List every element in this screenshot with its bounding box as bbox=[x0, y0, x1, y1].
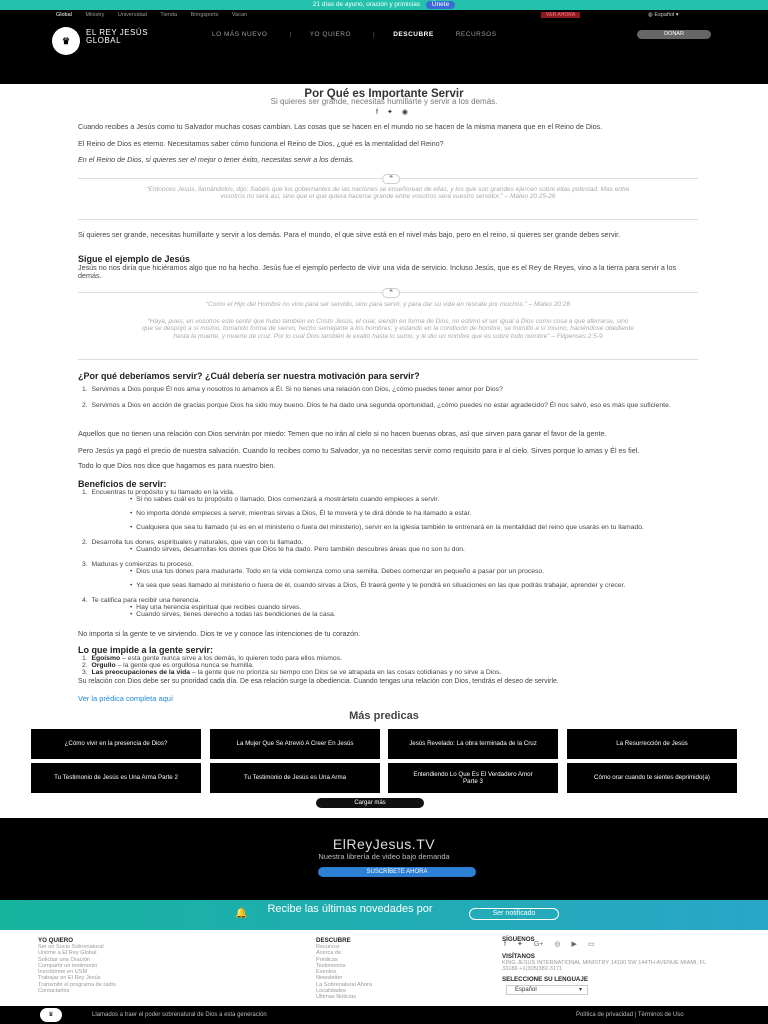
nav-item-yo-quiero[interactable]: YO QUIERO bbox=[309, 31, 352, 38]
sermon-card[interactable]: Cómo orar cuando te sientes deprimido(a) bbox=[567, 763, 737, 793]
list-item-text: – la gente que es orgullosa nunca se humilla. bbox=[115, 662, 254, 669]
tv-promo-section bbox=[0, 818, 768, 900]
utility-bar bbox=[0, 10, 768, 20]
list-item: 4. Te califica para recibir una herencia. bbox=[82, 597, 201, 604]
list-item-text: Cuando sirves, desarrollas los dones que Dios te ha dado. Pero también descubres áreas que no son tu don. bbox=[136, 546, 465, 553]
sub-list-item: • No importa dónde empieces a servir, mientras sirvas a Dios, Él te moverá y te dirá dónde te ha llamado a estar. bbox=[130, 510, 472, 517]
site-link[interactable]: Universidad bbox=[117, 12, 147, 18]
notify-button[interactable]: Ser notificado bbox=[469, 908, 559, 920]
footer-links bbox=[38, 944, 116, 994]
footer-link[interactable]: Inscribirme en USM bbox=[38, 969, 88, 976]
footer-link[interactable]: Solicitar una Oración bbox=[38, 956, 90, 963]
paragraph: Su relación con Dios debe ser su prioridad cada día. De esa relación surge la obediencia. Cuando tengas una relación con Dios, tendrás el deseo de servirle. bbox=[78, 678, 559, 685]
site-link[interactable]: Ministry bbox=[85, 12, 105, 18]
sermon-card[interactable]: Tu Testimonio de Jesús es Una Arma Parte 2 bbox=[31, 763, 201, 793]
paragraph: Jesús no nos diría que hiciéramos algo que no ha hecho. Jesús fue el ejemplo perfecto de vivir una vida de servicio. Incluso Jesús, que es el Rey de Reyes, vino a la tierra para servir a los demás. bbox=[78, 263, 677, 280]
footer-link[interactable]: Prédicas bbox=[316, 956, 338, 963]
list-item-text: – la gente que no prioriza su tiempo con Dios se ve atrapada en las cosas cotidianas y no sirve a Dios. bbox=[190, 669, 502, 676]
quote-text: “Como el Hijo del Hombre no vino para ser servido, sino para servir, y para dar su vida en rescate por muchos.” – Mateo 20:28 bbox=[205, 301, 571, 308]
globe-icon: ◍ bbox=[648, 12, 653, 18]
footer-heading: SELECCIONE SU LENGUAJE bbox=[502, 976, 588, 983]
list-term: Egoísmo bbox=[91, 655, 121, 662]
site-link[interactable]: Vacan bbox=[231, 12, 248, 18]
sub-list-item: • Dios usa tus dones para madurarte. Todo en la vida comienza como una semilla. Debes comenzar en pequeño a pasar por un proceso. bbox=[130, 568, 545, 575]
section-heading: Lo que impide a la gente servir: bbox=[78, 645, 214, 655]
language-selector[interactable] bbox=[648, 10, 679, 20]
footer-logo-icon[interactable]: ♛ bbox=[40, 1008, 62, 1022]
language-label: Español bbox=[654, 12, 675, 18]
twitter-icon[interactable]: ✦ bbox=[516, 941, 523, 948]
blockquote bbox=[78, 289, 698, 360]
footer-link[interactable]: La Sobrenatural Ahora bbox=[316, 981, 372, 988]
load-more-button[interactable]: Cargar más bbox=[316, 798, 424, 808]
list-item-text: Hay una herencia espiritual que recibes cuando sirves. bbox=[136, 604, 302, 611]
list-term: Orgullo bbox=[91, 662, 116, 669]
sermon-card[interactable]: La Resurrección de Jesús bbox=[567, 729, 737, 759]
list-item: 1. Egoísmo – esta gente nunca sirve a los demás, lo quieren todo para ellos mismos. bbox=[82, 655, 342, 662]
youtube-icon[interactable]: ▶ bbox=[571, 941, 577, 948]
list-item-text: – esta gente nunca sirve a los demás, lo quieren todo para ellos mismos. bbox=[120, 655, 342, 662]
site-footer bbox=[0, 930, 768, 1006]
sermon-card[interactable]: La Mujer Que Se Atrevió A Creer En Jesús bbox=[210, 729, 380, 759]
bottom-bar bbox=[0, 1006, 768, 1024]
blockquote bbox=[78, 175, 698, 220]
nav-divider: | bbox=[373, 31, 376, 38]
list-item-text: Ya sea que seas llamado al ministerio o fuera de él, cuando sirvas a Dios, Él traerá gente y te pondrá en situaciones en las que podrás trabajar, aprender y crecer. bbox=[136, 582, 626, 589]
site-links bbox=[56, 10, 259, 20]
promo-text: 21 días de ayuno, oración y primicias bbox=[312, 1, 421, 8]
list-item: 2. Servimos a Dios en acción de gracias porque Dios ha sido muy bueno. Dios te ha dado una segunda oportunidad, ¿cómo puedes no estar agradecido? Él nos salvó, eso es más que suficiente. bbox=[82, 402, 671, 409]
footer-link[interactable]: Unirme a El Rey Global bbox=[38, 950, 97, 957]
nav-item-newest[interactable]: LO MÁS NUEVO bbox=[212, 31, 268, 38]
subscribe-button[interactable]: SUSCRÍBETE AHORA bbox=[318, 867, 476, 877]
tagline: Llamados a traer el poder sobrenatural de Dios a esta generación bbox=[92, 1012, 267, 1018]
privacy-link[interactable]: Política de privacidad bbox=[576, 1012, 634, 1018]
google-plus-icon[interactable]: G+ bbox=[533, 941, 544, 948]
list-item-text: Dios usa tus dones para madurarte. Todo en la vida comienza como una semilla. Debes comenzar en pequeño a pasar por un proceso. bbox=[136, 568, 545, 575]
paragraph: Todo lo que Dios nos dice que hagamos es para nuestro bien. bbox=[78, 461, 276, 470]
instagram-icon[interactable]: ◎ bbox=[554, 941, 561, 948]
legal-links: Política de privacidad | Términos de Uso bbox=[576, 1012, 684, 1018]
footer-link[interactable]: Eventos bbox=[316, 969, 337, 976]
sub-list-item: • Ya sea que seas llamado al ministerio o fuera de él, cuando sirvas a Dios, Él traerá gente y te pondrá en situaciones en las que podrás trabajar, aprender y crecer. bbox=[130, 582, 626, 589]
nav-menu bbox=[212, 31, 519, 38]
footer-link[interactable]: Ser un Socio Sobrenatural bbox=[38, 944, 104, 950]
footer-link[interactable]: Newsletter bbox=[316, 975, 343, 982]
quote-icon: ❝ bbox=[382, 288, 400, 298]
list-item-text: Te califica para recibir una herencia. bbox=[91, 597, 201, 604]
brand-title: EL REY JESÚS bbox=[86, 28, 149, 37]
terms-link[interactable]: Términos de Uso bbox=[637, 1012, 684, 1018]
list-item-text: Maduras y comienzas tu proceso. bbox=[91, 561, 194, 568]
list-item-text: Desarrolla tus dones, espirituales y naturales, que van con tu llamado. bbox=[91, 539, 304, 546]
sub-list-item: • Cuando sirves, tienes derecho a todas las bendiciones de la casa. bbox=[130, 611, 336, 618]
tv-subtitle: Nuestra librería de video bajo demanda bbox=[318, 852, 450, 861]
sermon-card[interactable]: Tu Testimonio de Jesús es Una Arma bbox=[210, 763, 380, 793]
list-item-text: Servimos a Dios en acción de gracias porque Dios ha sido muy bueno. Dios te ha dado una segunda oportunidad, ¿cómo puedes no estar agradecido? Él nos salvó, eso es más que suficiente. bbox=[91, 402, 671, 409]
footer-link[interactable]: Trabajar en El Rey Jesús bbox=[38, 975, 101, 982]
footer-heading: SÍGUENOS bbox=[502, 936, 535, 943]
social-icons bbox=[504, 940, 606, 948]
footer-link[interactable]: Transmitir el programa de radio bbox=[38, 981, 116, 988]
list-item-text: No importa dónde empieces a servir, mientras sirvas a Dios, Él te moverá y te dirá dónde te ha llamado a estar. bbox=[136, 510, 472, 517]
facebook-icon[interactable]: f bbox=[376, 109, 378, 116]
list-item: 3. Las preocupaciones de la vida – la gente que no prioriza su tiempo con Dios se ve atrapada en las cosas cotidianas y no sirve a Dios. bbox=[82, 669, 502, 676]
sub-list-item: • Cualquiera que sea tu llamado (si es en el ministerio o fuera del ministerio), servir en la iglesia también te entrenará en la mentalidad del reino que usarás en tu llamado. bbox=[130, 524, 644, 531]
newsletter-bar bbox=[0, 900, 768, 930]
language-value: Español bbox=[515, 987, 537, 993]
quote-text: “Haya, pues, en vosotros este sentir que hubo también en Cristo Jesús, el cual, siendo en forma de Dios, no estimó el ser igual a Dios como cosa a que aferrarse, sino que se despojó a sí mismo, tomando forma de siervo, hecho semejante a los hombres; y estando en la condición de hombre, se humilló a sí mismo, haciéndose obediente hasta la muerte, y muerte de cruz. Por lo cual Dios también le exaltó hasta lo sumo, y le dio un nombre que es sobre todo nombre” – Filipenses 2:5-9 bbox=[142, 318, 634, 340]
paragraph: El Reino de Dios es eterno. Necesitamos saber cómo funciona el Reino de Dios, ¿qué es la mentalidad del Reino? bbox=[78, 139, 444, 148]
logo-icon[interactable]: ♛ bbox=[52, 27, 80, 55]
sub-list-item: • Hay una herencia espiritual que recibes cuando sirves. bbox=[130, 604, 302, 611]
site-link[interactable]: Tienda bbox=[160, 12, 178, 18]
footer-links bbox=[316, 944, 372, 1001]
list-item-text: Cualquiera que sea tu llamado (si es en el ministerio o fuera del ministerio), servir en la iglesia también te entrenará en la mentalidad del reino que usarás en tu llamado. bbox=[136, 524, 644, 531]
sub-list-item: • Si no sabes cuál es tu propósito o llamado, Dios comenzará a mostrártelo cuando empieces a servir. bbox=[130, 496, 440, 503]
donate-button[interactable]: DONAR bbox=[637, 30, 711, 39]
footer-heading: YO QUIERO bbox=[38, 937, 74, 944]
sermon-card[interactable]: Entendiendo Lo Que Es El Verdadero Amor Parte 3 bbox=[388, 763, 558, 793]
list-item-text: Encuentras tu propósito y tu llamado en la vida. bbox=[91, 489, 235, 496]
list-term: Las preocupaciones de la vida bbox=[91, 669, 191, 676]
list-item-text: Servimos a Dios porque Él nos ama y nosotros lo amamos a Él. Si no tienes una relación con Dios, ¿cómo puedes tener amor por Dios? bbox=[91, 386, 503, 393]
section-heading: Beneficios de servir: bbox=[78, 479, 167, 489]
paragraph: Aquellos que no tienen una relación con Dios servirán por miedo: Temen que no irán al cielo si no hacen buenas obras, así que sirven para ganar el favor de la gente. bbox=[78, 429, 607, 438]
paragraph: En el Reino de Dios, si quieres ser el mejor o tener éxito, necesitas servir a los demás. bbox=[78, 155, 355, 164]
full-sermon-link[interactable]: Ver la prédica completa aquí bbox=[78, 694, 174, 703]
facebook-icon[interactable]: f bbox=[504, 941, 506, 948]
paragraph: Pero Jesús ya pagó el precio de nuestra salvación. Cuando lo recibes como tu Salvador, ya no necesitas servir como requisito para ir al cielo. Sirves porque lo amas y Él es fiel. bbox=[78, 446, 640, 455]
article-subtitle: Si quieres ser grande, necesitas humillarte y servir a los demás. bbox=[270, 97, 498, 106]
nav-item-descubre[interactable]: DESCUBRE bbox=[393, 31, 434, 38]
sermon-card[interactable]: Jesús Revelado: La obra terminada de la Cruz bbox=[388, 729, 558, 759]
section-title: Más predicas bbox=[349, 710, 419, 722]
address-text: KING JESUS INTERNATIONAL MINISTRY 14100 SW 144TH AVENUE MIAMI, FL 33186 +1(305)382-3171 bbox=[502, 960, 707, 973]
sermon-card[interactable]: ¿Cómo vivir en la presencia de Dios? bbox=[31, 729, 201, 759]
footer-link[interactable]: Localidades bbox=[316, 988, 346, 995]
footer-link[interactable]: Contactarlos bbox=[38, 988, 70, 995]
quote-text: “Entonces Jesús, llamándolos, dijo: Sabéis que los gobernantes de las naciones se enseñorean de ellas, y los que son grandes ejercen sobre ellas potestad. Mas entre vosotros no será así, sino que el que quiera hacerse grande entre vosotros será vuestro servidor.” – Mateo 20:25-26 bbox=[146, 186, 630, 201]
article-title: Por Qué es Importante Servir bbox=[304, 88, 464, 100]
brand-name[interactable] bbox=[86, 29, 148, 45]
bell-icon: 🔔 bbox=[235, 908, 248, 919]
section-heading: ¿Por qué deberíamos servir? ¿Cuál debería ser nuestra motivación para servir? bbox=[78, 371, 420, 381]
site-link[interactable]: Bringsports bbox=[190, 12, 219, 18]
article-card bbox=[40, 84, 728, 710]
footer-heading: DESCUBRE bbox=[316, 937, 351, 944]
newsletter-text: Recibe las últimas novedades por bbox=[267, 903, 433, 915]
vimeo-icon[interactable]: ▭ bbox=[587, 941, 595, 948]
quote-icon: ❝ bbox=[382, 174, 400, 184]
list-item-text: Si no sabes cuál es tu propósito o llamado, Dios comenzará a mostrártelo cuando empieces a servir. bbox=[136, 496, 440, 503]
footer-link[interactable]: Compartir un testimonio bbox=[38, 962, 98, 969]
share-bar bbox=[376, 108, 417, 116]
paragraph: Cuando recibes a Jesús como tu Salvador muchas cosas cambian. Las cosas que se hacen en el mundo no se hacen de la misma manera que en el Reino de Dios. bbox=[78, 122, 603, 131]
join-button[interactable]: Únete bbox=[426, 1, 455, 9]
paragraph: No importa si la gente te ve sirviendo. Dios te ve y conoce las intenciones de tu corazón. bbox=[78, 629, 361, 638]
twitter-icon[interactable]: ✦ bbox=[386, 109, 393, 116]
section-heading: Sigue el ejemplo de Jesús bbox=[78, 254, 191, 264]
list-item: 1. Servimos a Dios porque Él nos ama y nosotros lo amamos a Él. Si no tienes una relación con Dios, ¿cómo puedes tener amor por Dios? bbox=[82, 386, 503, 393]
top-promo-banner bbox=[0, 0, 768, 10]
list-item: 2. Orgullo – la gente que es orgullosa nunca se humilla. bbox=[82, 662, 254, 669]
footer-link[interactable]: Recursos bbox=[316, 944, 340, 950]
watch-live-button[interactable]: VER AHORA bbox=[541, 12, 580, 18]
nav-divider: | bbox=[289, 31, 292, 38]
sub-list-item: • Cuando sirves, desarrollas los dones que Dios te ha dado. Pero también descubres áreas que no son tu don. bbox=[130, 546, 465, 553]
footer-link[interactable]: Acerca de bbox=[316, 950, 342, 957]
list-item: 3. Maduras y comienzas tu proceso. bbox=[82, 561, 194, 568]
main-navbar bbox=[0, 20, 768, 84]
chevron-down-icon: ▾ bbox=[675, 12, 679, 18]
brand-tagline: GLOBAL bbox=[86, 36, 122, 45]
list-item-text: Cuando sirves, tienes derecho a todas las bendiciones de la casa. bbox=[136, 611, 336, 618]
list-item: 2. Desarrolla tus dones, espirituales y naturales, que van con tu llamado. bbox=[82, 539, 304, 546]
footer-heading: VISÍTANOS bbox=[502, 953, 535, 960]
list-item: 1. Encuentras tu propósito y tu llamado en la vida. bbox=[82, 489, 235, 496]
nav-item-recursos[interactable]: RECURSOS bbox=[455, 31, 497, 38]
site-link[interactable]: Global bbox=[56, 12, 72, 18]
whatsapp-icon[interactable]: ◉ bbox=[401, 109, 408, 116]
chevron-down-icon: ▾ bbox=[578, 987, 582, 993]
more-sermons-section bbox=[0, 710, 768, 816]
footer-language-select[interactable] bbox=[506, 985, 588, 995]
paragraph: Si quieres ser grande, necesitas humillarte y servir a los demás. Para el mundo, el que sirve está en el nivel más bajo, pero en el reino, si quieres ser grande debes servir. bbox=[78, 230, 621, 239]
footer-link[interactable]: Testimonios bbox=[316, 962, 346, 969]
tv-title: ElReyJesus.TV bbox=[332, 836, 436, 852]
footer-link[interactable]: Últimas Noticias bbox=[316, 994, 357, 1001]
